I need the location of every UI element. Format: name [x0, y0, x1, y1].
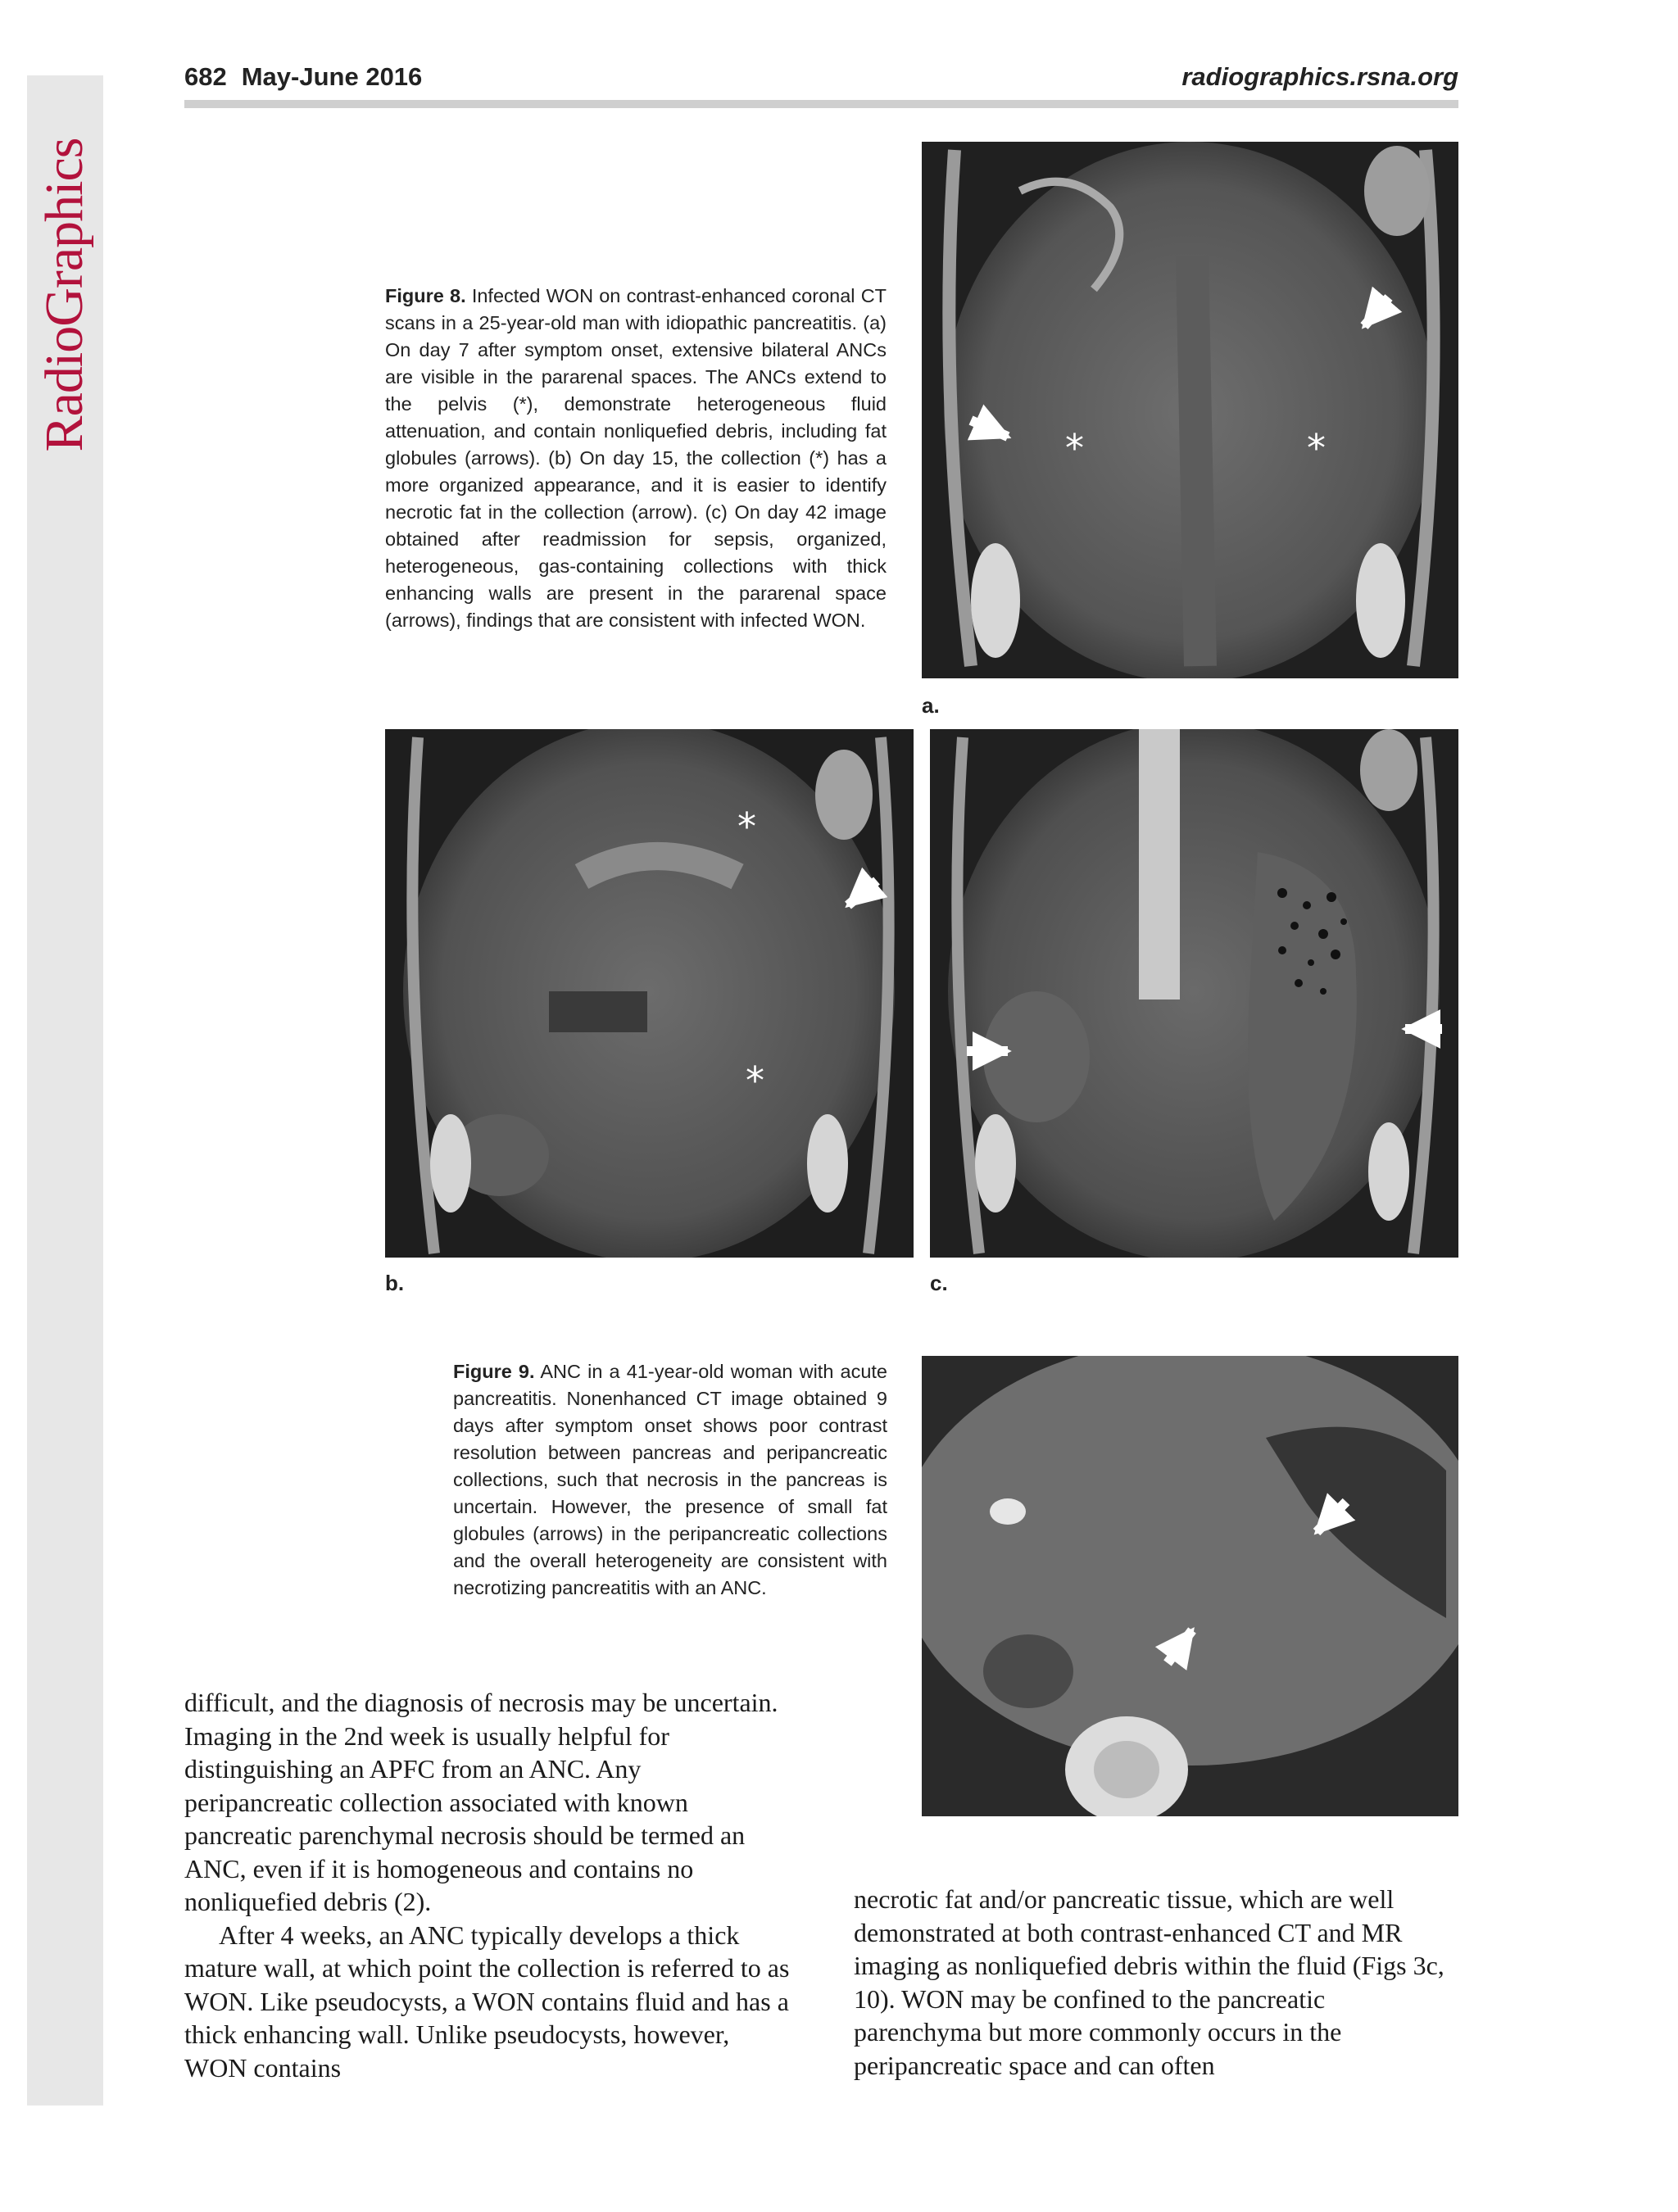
body-paragraph: necrotic fat and/or pancreatic tissue, which are well demonstrated at both contrast-enhanced CT and MR imaging as nonliquefied debris within the fluid (Figs 3c, 10). WON may be confined to the pancreatic parenchyma but more commonly occurs in the peripancreatic space and can often: [854, 1884, 1444, 2080]
figure-8c-label: c.: [930, 1271, 948, 1295]
body-text-left-column: [184, 1686, 791, 2084]
site-url[interactable]: radiographics.rsna.org: [1181, 62, 1458, 91]
ct-scan-8b: [385, 729, 914, 1258]
figure-8c-ct-image: [930, 729, 1458, 1258]
figure-9-caption: [453, 1358, 887, 1602]
body-paragraph: After 4 weeks, an ANC typically develops a thick mature wall, at which point the collection is referred to as WON. Like pseudocysts, a WON contains fluid and has a thick enhancing wall. Unlike pseudocysts, however, WON contains: [184, 1920, 790, 2083]
figure-8a-ct-image: [922, 142, 1458, 678]
figure-8-caption: [385, 283, 887, 634]
ct-scan-8c: [930, 729, 1458, 1258]
asterisk-marker: *: [746, 1058, 764, 1103]
asterisk-marker: *: [1065, 426, 1084, 470]
ct-scan-8a: [922, 142, 1458, 678]
figure-8-caption-label: Figure 8.: [385, 285, 466, 306]
page-number: 682: [184, 62, 227, 91]
figure-9-ct-image: [922, 1356, 1458, 1816]
ct-scan-9: [922, 1356, 1458, 1816]
body-paragraph: difficult, and the diagnosis of necrosis may be uncertain. Imaging in the 2nd week is usually helpful for distinguishing an APFC from an ANC. Any peripancreatic collection associated with known pancreatic parenchymal necrosis should be termed an ANC, even if it is homogeneous and contains no nonliquefied debris (2).: [184, 1688, 778, 1916]
figure-8b-label: b.: [385, 1271, 405, 1295]
journal-logo: RadioGraphics: [34, 138, 94, 452]
figure-8-caption-text: Infected WON on contrast-enhanced coronal CT scans in a 25-year-old man with idiopathic pancreatitis. (a) On day 7 after symptom onset, extensive bilateral ANCs are visible in the pararenal spaces. The ANCs extend to the pelvis (*), demonstrate heterogeneous fluid attenuation, and contain nonliquefied debris, including fat globules (arrows). (b) On day 15, the collection (*) has a more organized appearance, and it is easier to identify necrotic fat in the collection (arrow). (c) On day 42 image obtained after readmission for sepsis, organized, heterogeneous, gas-containing collections with thick enhancing walls are present in the pararenal space (arrows), findings that are consistent with infected WON.: [385, 285, 887, 631]
issue-date: May-June 2016: [241, 62, 423, 91]
figure-9-caption-label: Figure 9.: [453, 1361, 535, 1382]
figure-8a-label: a.: [922, 693, 940, 718]
asterisk-marker: *: [1307, 426, 1326, 470]
header-rule: [184, 100, 1458, 108]
asterisk-marker: *: [737, 805, 756, 849]
figure-8b-ct-image: [385, 729, 914, 1258]
body-text-right-column: [854, 1883, 1458, 2082]
running-header-left: [184, 62, 422, 92]
figure-9-caption-text: ANC in a 41-year-old woman with acute pancreatitis. Nonenhanced CT image obtained 9 days after symptom onset shows poor contrast resolution between pancreas and peripancreatic collections, such that necrosis in the pancreas is uncertain. However, the presence of small fat globules (arrows) in the peripancreatic collections and the overall heterogeneity are consistent with necrotizing pancreatitis with an ANC.: [453, 1361, 887, 1598]
